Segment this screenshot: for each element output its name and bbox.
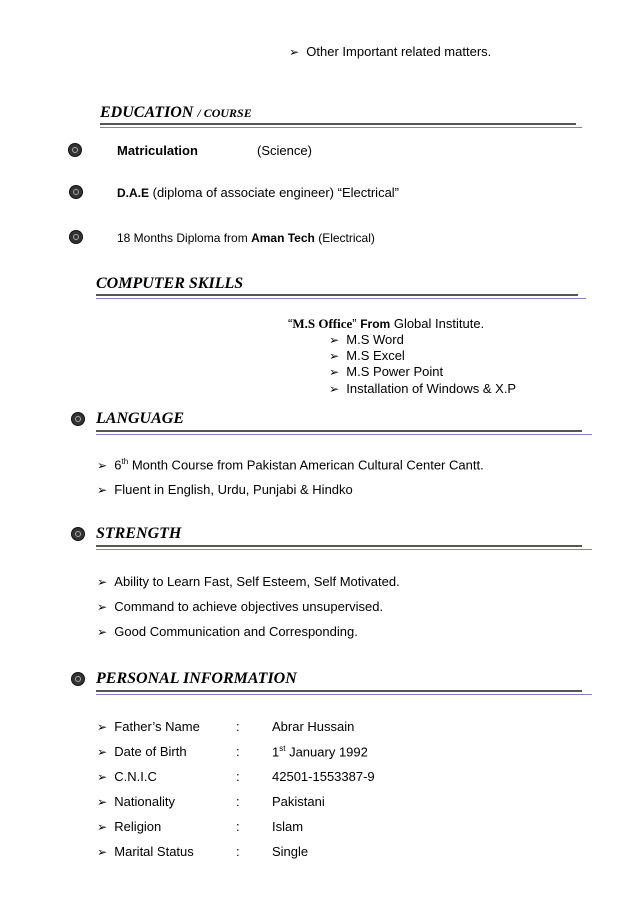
personal-row-separator: : [236,844,240,859]
arrow-bullet-icon: ➢ [329,365,340,379]
strength-heading: STRENGTH [96,525,182,542]
personal-row-value: Islam [272,819,304,834]
arrow-bullet-icon: ➢ [97,483,108,497]
top-list-item [289,44,491,59]
arrow-bullet-icon: ➢ [97,720,108,734]
personal-row-separator: : [236,819,240,834]
computer-skill-text: Installation of Windows & X.P [346,381,517,396]
arrow-bullet-icon: ➢ [97,820,108,834]
education-bullet-icon [70,186,82,198]
dob-day: 1 [272,744,280,760]
arrow-bullet-icon: ➢ [97,600,108,614]
strength-item-text: Good Communication and Corresponding. [114,624,358,639]
personal-bullet-icon [72,673,84,685]
computer-skill-item [329,332,404,347]
language-item-2 [97,482,353,497]
personal-row-label [97,744,187,759]
computer-skill-item [329,348,405,363]
language-item-1-rest: Month Course from Pakistan American Cultural Center Cantt. [128,457,484,473]
personal-row-label [97,719,200,734]
computer-skill-item [329,381,516,396]
intro-close-quote: ” [352,316,361,331]
arrow-bullet-icon: ➢ [289,45,300,59]
personal-row-label [97,844,194,859]
arrow-bullet-icon: ➢ [97,458,108,473]
language-item-1 [97,457,484,472]
arrow-bullet-icon: ➢ [97,795,108,809]
arrow-bullet-icon: ➢ [97,745,108,759]
personal-row-separator: : [236,744,240,759]
arrow-bullet-icon: ➢ [97,575,108,589]
personal-row-value: Abrar Hussain [272,719,355,734]
computer-skills-heading: COMPUTER SKILLS [96,275,244,292]
arrow-bullet-icon: ➢ [97,770,108,784]
education-heading [100,104,252,122]
strength-bullet-icon [72,528,84,540]
language-item-1-num: 6 [114,457,122,473]
personal-label-text: Father’s Name [114,719,200,734]
education-item-2 [117,185,399,200]
intro-from: From [360,317,391,331]
personal-heading: PERSONAL INFORMATION [96,670,297,687]
education-item-1-bold: Matriculation [117,143,198,158]
personal-label-text: Date of Birth [114,744,187,759]
strength-item [97,624,358,639]
education-bullet-icon [70,231,82,243]
personal-label-text: Religion [114,819,162,834]
arrow-bullet-icon: ➢ [329,349,340,363]
education-item-2-rest: (diploma of associate engineer) “Electrical” [149,185,400,200]
strength-item [97,574,400,589]
personal-label-text: Nationality [114,794,175,809]
personal-row-separator: : [236,794,240,809]
personal-label-text: C.N.I.C [114,769,157,784]
education-bullet-icon [69,144,81,156]
arrow-bullet-icon: ➢ [97,625,108,639]
computer-skill-text: M.S Power Point [346,364,444,379]
personal-row-value [272,744,368,759]
language-bullet-icon [72,413,84,425]
intro-office: M.S Office [292,316,353,331]
personal-row-separator: : [236,769,240,784]
personal-row-label [97,794,175,809]
education-item-3 [117,231,375,245]
personal-row-value: 42501-1553387-9 [272,769,375,784]
education-item-2-bold: D.A.E [117,186,150,200]
education-item-1-rest: (Science) [257,143,312,158]
education-item-1-detail [257,143,312,158]
personal-row-value: Single [272,844,309,859]
personal-row-label [97,819,161,834]
arrow-bullet-icon: ➢ [329,382,340,396]
computer-skill-text: M.S Excel [346,348,405,363]
dob-rest: January 1992 [285,744,368,760]
personal-row-value: Pakistani [272,794,325,809]
dob-day-sup: st [279,744,286,753]
computer-skill-text: M.S Word [346,332,404,347]
language-item-1-sup: th [121,457,129,466]
computer-skill-item [329,364,443,379]
language-item-2-text: Fluent in English, Urdu, Punjabi & Hindko [114,482,353,497]
arrow-bullet-icon: ➢ [329,333,340,347]
intro-open-quote: “ [288,316,293,331]
strength-item [97,599,383,614]
arrow-bullet-icon: ➢ [97,845,108,859]
intro-rest: Global Institute. [390,316,485,331]
language-heading: LANGUAGE [96,410,185,427]
education-item-3-rest: (Electrical) [314,231,375,245]
education-heading-main: EDUCATION [100,104,194,121]
computer-skills-intro [288,316,484,332]
strength-item-text: Command to achieve objectives unsupervised. [114,599,384,614]
personal-label-text: Marital Status [114,844,194,859]
strength-item-text: Ability to Learn Fast, Self Esteem, Self Motivated. [114,574,400,589]
top-item-text: Other Important related matters. [306,44,492,59]
personal-row-label [97,769,157,784]
education-heading-sub: / COURSE [197,106,252,120]
education-item-1 [117,143,198,158]
education-item-3-pre: 18 Months Diploma from [117,231,252,245]
personal-row-separator: : [236,719,240,734]
education-item-3-bold: Aman Tech [251,231,315,245]
